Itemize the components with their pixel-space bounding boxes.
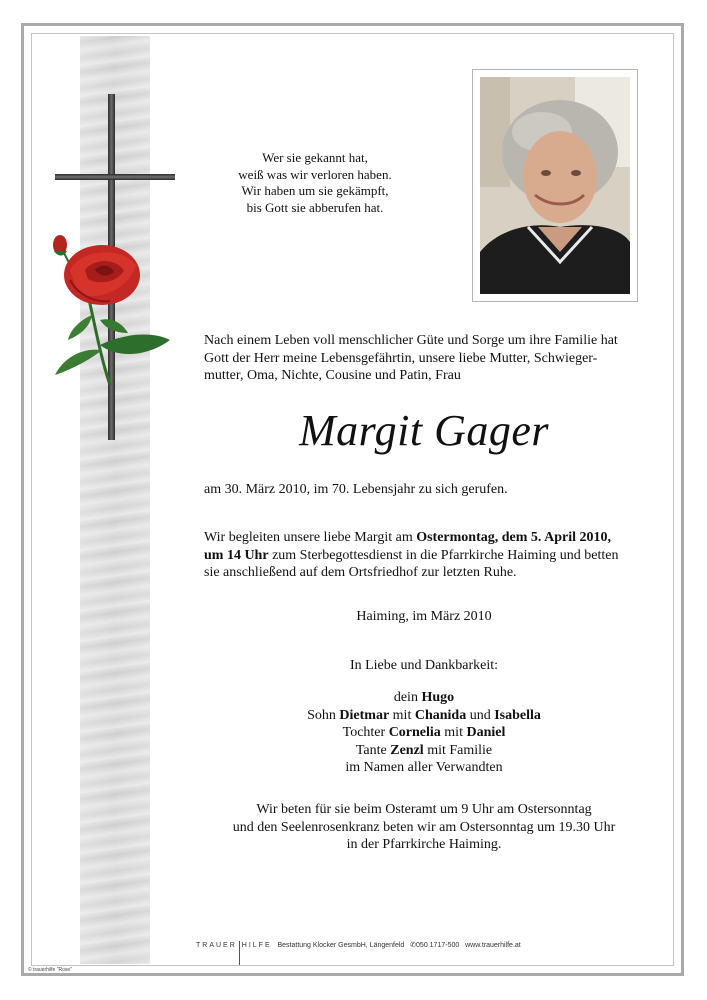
family-text: dein — [393, 690, 422, 705]
family-line — [204, 689, 644, 707]
funeral-line-3: sie anschließend auf dem Ortsfriedhof zur letzten Ruhe. — [204, 565, 517, 580]
brand-logo-text-2: HILFE — [241, 942, 272, 949]
family-member: Daniel — [466, 725, 506, 740]
family-text: Sohn — [307, 707, 340, 723]
funeral-line-2 — [204, 547, 644, 565]
prayer-line: und den Seelenrosenkranz beten wir am Ostersonntag um 19.30 Uhr — [232, 819, 616, 835]
family-text: Tochter — [342, 725, 389, 740]
family-text: und — [466, 707, 495, 723]
family-member: Zenzl — [390, 742, 424, 758]
gratitude-line: In Liebe und Dankbarkeit: — [349, 658, 499, 673]
family-text: Tante — [355, 742, 391, 758]
quote-line: weiß was wir verloren haben. — [238, 166, 392, 182]
prayer-line: in der Pfarrkirche Haiming. — [346, 837, 502, 852]
funeral-line-1 — [204, 529, 644, 547]
family-member: Dietmar — [339, 707, 390, 723]
family-line — [204, 724, 644, 742]
funeral-info — [204, 529, 644, 582]
logo-divider — [239, 941, 240, 965]
funeral-text: zum Sterbegottesdienst in die Pfarrkirche Haiming und betten — [268, 547, 619, 563]
death-date-line: am 30. März 2010, im 70. Lebensjahr zu sich gerufen. — [204, 482, 508, 497]
funeral-time: um 14 Uhr — [204, 547, 269, 563]
intro-line: Nach einem Leben voll menschlicher Güte und Sorge um ihre Familie hat — [204, 333, 618, 348]
rose-icon — [40, 225, 180, 385]
quote-line: bis Gott sie abberufen hat. — [246, 199, 384, 215]
memorial-quote — [205, 150, 425, 216]
portrait-photo — [480, 77, 630, 294]
deceased-name: Margit Gager — [298, 406, 550, 455]
family-line — [204, 742, 644, 760]
family-line: im Namen aller Verwandten — [345, 760, 503, 775]
copyright-note: © trauerhilfe "Rose" — [28, 967, 72, 973]
prayer-info — [204, 801, 644, 854]
family-text: mit Familie — [423, 742, 493, 758]
place-date: Haiming, im März 2010 — [356, 609, 492, 624]
intro-line: Gott der Herr meine Lebensgefährtin, unsere liebe Mutter, Schwieger- — [204, 350, 598, 366]
intro-text — [204, 332, 642, 385]
family-list — [204, 689, 644, 777]
funeral-date: Ostermontag, dem 5. April 2010, — [416, 530, 612, 545]
family-member: Hugo — [421, 690, 455, 705]
website-link[interactable]: www.trauerhilfe.at — [465, 942, 521, 949]
company-name: Bestattung Klocker GesmbH, Längenfeld — [277, 942, 405, 949]
undertaker-footer — [196, 941, 521, 965]
phone-number: ✆050 1717-500 — [410, 942, 460, 949]
family-member: Chanida — [414, 707, 467, 723]
family-text: mit — [389, 707, 415, 723]
family-text: mit — [440, 725, 467, 740]
quote-line: Wir haben um sie gekämpft, — [241, 183, 389, 198]
intro-line: mutter, Oma, Nichte, Cousine und Patin, Frau — [204, 368, 461, 383]
prayer-line: Wir beten für sie beim Osteramt um 9 Uhr am Ostersonntag — [256, 802, 592, 817]
funeral-text: Wir begleiten unsere liebe Margit am — [204, 530, 417, 545]
brand-logo-text: TRAUER — [196, 942, 237, 949]
family-line — [204, 707, 644, 725]
family-member: Cornelia — [388, 725, 441, 740]
family-member: Isabella — [494, 707, 541, 723]
quote-line: Wer sie gekannt hat, — [262, 150, 368, 165]
